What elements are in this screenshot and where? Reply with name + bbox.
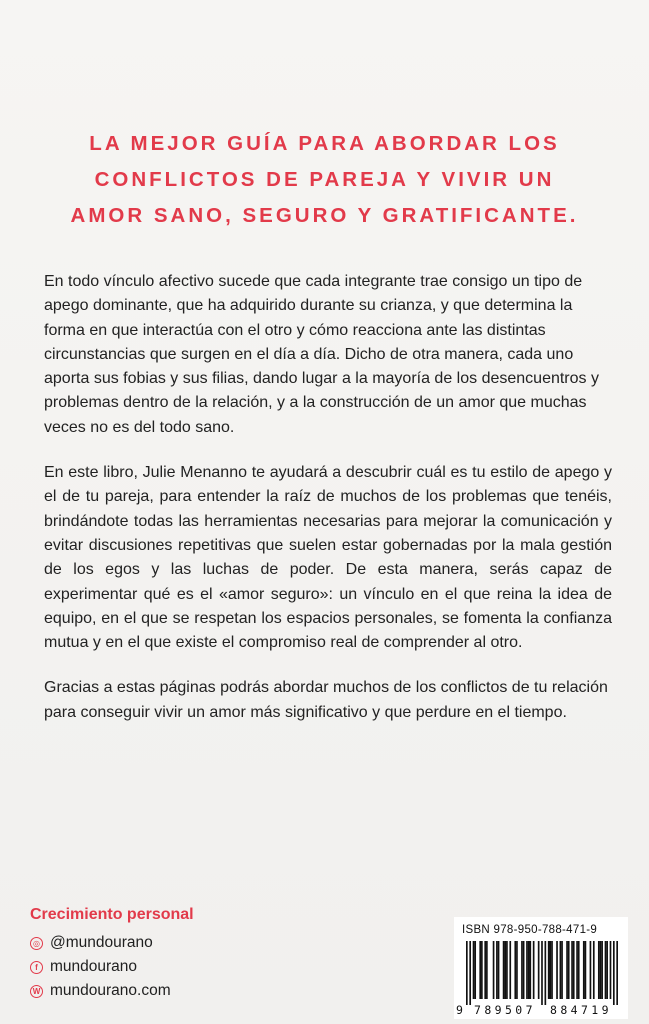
barcode-bar — [585, 941, 587, 999]
barcode-bar — [561, 941, 563, 999]
barcode — [454, 917, 628, 1019]
barcode-bar — [538, 941, 540, 999]
barcode-bar — [496, 941, 498, 999]
barcode-bar — [474, 941, 476, 999]
barcode-bar — [576, 941, 578, 999]
barcode-bar — [560, 941, 562, 999]
category-label: Crecimiento personal — [30, 906, 194, 923]
barcode-digits-left: 789507 — [474, 1003, 536, 1017]
barcode-bar — [613, 941, 615, 1005]
social-handle: mundourano.com — [50, 982, 171, 999]
barcode-bar — [598, 941, 600, 999]
barcode-bar — [600, 941, 602, 999]
barcode-digits-right: 884719 — [550, 1003, 612, 1017]
facebook-icon: f — [30, 961, 43, 974]
barcode-bar — [503, 941, 505, 999]
social-handle: mundourano — [50, 958, 138, 975]
barcode-bar — [506, 941, 508, 999]
web-icon: W — [30, 985, 43, 998]
synopsis-paragraph: En todo vínculo afectivo sucede que cada integrante trae consigo un tipo de apego dominante, que ha adquirido durante su crianza, y que determina la forma en que interactúa con el otro y cómo reacciona ante las distintas circunstancias que surgen en el día a día. Dicho de otra manera, cada uno aporta sus fobias y sus filias, dando lugar a la mayoría de los desencuentros y problemas dentro de la relación, y a la construcción de un amor que muchas veces no es del todo sano. — [44, 273, 599, 436]
barcode-bar — [484, 941, 486, 999]
barcode-bar — [473, 941, 475, 999]
headline-line: AMOR SANO, SEGURO Y GRATIFICANTE. — [70, 204, 579, 227]
barcode-bar — [545, 941, 547, 1005]
barcode-bar — [493, 941, 495, 999]
barcode-digit-lead: 9 — [456, 1003, 463, 1017]
synopsis-paragraph: En este libro, Julie Menanno te ayudará a descubrir cuál es tu estilo de apego y el de tu pareja, para entender la raíz de muchos de los problemas que tenéis, brindándote todas las herramientas necesarias para mejorar la comunicación y evitar discusiones repetitivas que suelen estar gobernadas por la mala gestión de los egos y las luchas de poder. De esta manera, serás capaz de experimentar qué es el «amor seguro»: un vínculo en el que reina la idea de equipo, en el que se respetan los espacios personales, se fomenta la confianza mutua y en el que existe el compromiso real de comprender al otro. — [44, 464, 612, 652]
barcode-bar — [593, 941, 595, 999]
barcode-bar — [548, 941, 550, 999]
social-web — [30, 980, 330, 1002]
barcode-bar — [583, 941, 585, 999]
social-handle: @mundourano — [50, 934, 153, 951]
headline — [30, 126, 619, 234]
barcode-bar — [533, 941, 535, 999]
barcode-bar — [568, 941, 570, 999]
barcode-bar — [481, 941, 483, 999]
barcode-bar — [601, 941, 603, 999]
instagram-icon: ◎ — [30, 937, 43, 950]
social-instagram — [30, 932, 330, 954]
social-facebook — [30, 956, 330, 978]
barcode-bar — [616, 941, 618, 1005]
synopsis-paragraph: Gracias a estas páginas podrás abordar muchos de los conflictos de tu relación para conseguir vivir un amor más significativo y que perdure en el tiempo. — [44, 679, 608, 721]
barcode-bar — [504, 941, 506, 999]
barcode-bar — [523, 941, 525, 999]
isbn-label: ISBN 978-950-788-471-9 — [462, 924, 598, 936]
barcode-bar — [551, 941, 553, 999]
barcode-bar — [578, 941, 580, 999]
barcode-bar — [479, 941, 481, 999]
barcode-bar — [566, 941, 568, 999]
barcode-bar — [605, 941, 607, 999]
barcode-bar — [466, 941, 468, 1005]
barcode-bar — [514, 941, 516, 999]
barcode-bar — [529, 941, 531, 999]
barcode-bar — [528, 941, 530, 999]
barcode-bar — [541, 941, 543, 1005]
barcode-bar — [550, 941, 552, 999]
barcode-bar — [486, 941, 488, 999]
barcode-bar — [498, 941, 500, 999]
barcode-bar — [509, 941, 511, 999]
barcode-bar — [573, 941, 575, 999]
barcode-bar — [521, 941, 523, 999]
barcode-bar — [606, 941, 608, 999]
barcode-bar — [590, 941, 592, 999]
headline-line: LA MEJOR GUÍA PARA ABORDAR LOS — [89, 132, 560, 155]
headline-line: CONFLICTOS DE PAREJA Y VIVIR UN — [94, 168, 555, 191]
synopsis — [44, 270, 612, 746]
barcode-bar — [469, 941, 471, 1005]
barcode-bar — [610, 941, 612, 999]
barcode-bar — [526, 941, 528, 999]
barcode-bar — [556, 941, 558, 999]
barcode-bar — [516, 941, 518, 999]
publisher-info — [30, 906, 330, 1004]
barcode-bars — [466, 941, 618, 1005]
barcode-bar — [571, 941, 573, 999]
